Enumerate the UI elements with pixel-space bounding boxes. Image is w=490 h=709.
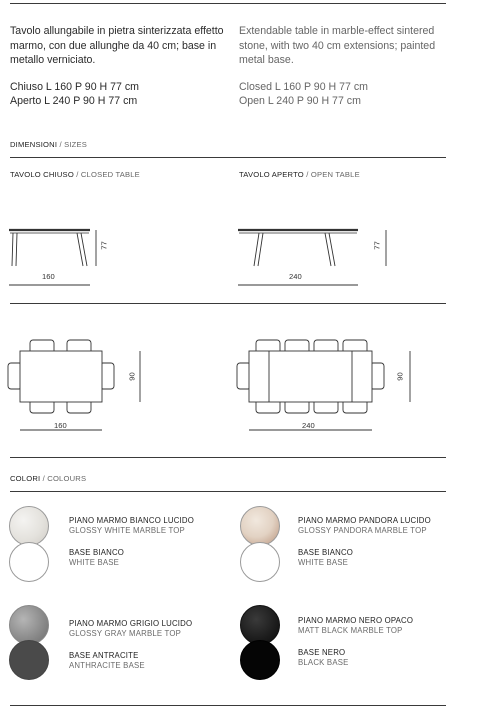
closed-tabletop-plan [20,351,102,402]
open-table-side-view [238,230,386,285]
colour-item-4-label [298,616,413,668]
closed-plan-width-label: 160 [54,421,67,430]
colour-2-base-it: BASE BIANCO [298,548,354,557]
description-it-open: Aperto L 240 P 90 H 77 cm [10,95,138,108]
colour-1-top-en: GLOSSY WHITE MARBLE TOP [69,526,185,535]
colours-title-it: COLORI [10,474,41,483]
colours-title-en: COLOURS [47,474,87,483]
colour-3-top-it: PIANO MARMO GRIGIO LUCIDO [69,619,193,628]
colour-2-top-it: PIANO MARMO PANDORA LUCIDO [298,516,431,525]
open-title-separator: / [303,170,311,179]
white-base-swatch-2 [240,542,280,582]
colours-rule [10,491,446,492]
open-plan-width-label: 240 [302,421,315,430]
gray-marble-top-swatch [9,605,49,645]
closed-width-label: 160 [42,272,55,281]
plan-rule [10,457,446,458]
open-leg-right [325,233,335,266]
open-width-label: 240 [289,272,302,281]
colour-3-base-en: ANTHRACITE BASE [69,661,145,670]
open-tabletop-plan [249,351,372,402]
closed-height-label: 77 [99,241,109,250]
elevation-rule-closed [10,303,446,304]
white-base-swatch [9,542,49,582]
open-title-en: OPEN TABLE [310,170,360,179]
pandora-marble-top-swatch [240,506,280,546]
black-base-swatch [240,640,280,680]
colours-section-title [10,474,86,483]
open-title-it: TAVOLO APERTO [239,170,304,179]
closed-title-en: CLOSED TABLE [80,170,140,179]
colour-4-top-it: PIANO MARMO NERO OPACO [298,616,414,625]
closed-table-plan-view [8,340,140,430]
colour-2-base-en: WHITE BASE [298,558,349,567]
sizes-title-it: DIMENSIONI [10,140,58,149]
colours-title-separator: / [40,474,48,483]
closed-title-it: TAVOLO CHIUSO [10,170,74,179]
open-leg-left [254,233,263,266]
colour-1-base-en: WHITE BASE [69,558,120,567]
colour-item-3-label [69,619,192,671]
colour-4-base-en: BLACK BASE [298,658,349,667]
open-height-label: 77 [372,241,382,250]
description-it-closed: Chiuso L 160 P 90 H 77 cm [10,80,139,93]
colour-2-top-en: GLOSSY PANDORA MARBLE TOP [298,526,427,535]
description-en-text: Extendable table in marble-effect sintered stone, with two 40 cm extensions; painted metal base. [239,25,436,67]
open-depth-label: 90 [395,372,405,381]
description-it-text: Tavolo allungabile in pietra sinterizzata effetto marmo, con due allunghe da 40 cm; base in metallo verniciato. [10,25,224,67]
sizes-title-en: SIZES [64,140,88,149]
colour-item-2-label [298,516,431,568]
closed-leg-left [12,233,17,266]
closed-depth-label: 90 [127,372,137,381]
white-marble-top-swatch [9,506,49,546]
closed-title-separator: / [73,170,81,179]
anthracite-base-swatch [9,640,49,680]
sizes-title-separator: / [57,140,65,149]
colour-4-top-en: MATT BLACK MARBLE TOP [298,626,403,635]
colour-4-base-it: BASE NERO [298,648,346,657]
closed-leg-right [77,233,87,266]
bottom-rule [10,705,446,706]
description-en-closed: Closed L 160 P 90 H 77 cm [239,80,368,93]
colour-1-top-it: PIANO MARMO BIANCO LUCIDO [69,516,194,525]
description-en-open: Open L 240 P 90 H 77 cm [239,95,361,108]
black-marble-top-swatch [240,605,280,645]
colour-3-top-en: GLOSSY GRAY MARBLE TOP [69,629,182,638]
open-table-plan-view [237,340,410,430]
colour-3-base-it: BASE ANTRACITE [69,651,139,660]
colour-item-1-label [69,516,194,568]
colour-1-base-it: BASE BIANCO [69,548,125,557]
